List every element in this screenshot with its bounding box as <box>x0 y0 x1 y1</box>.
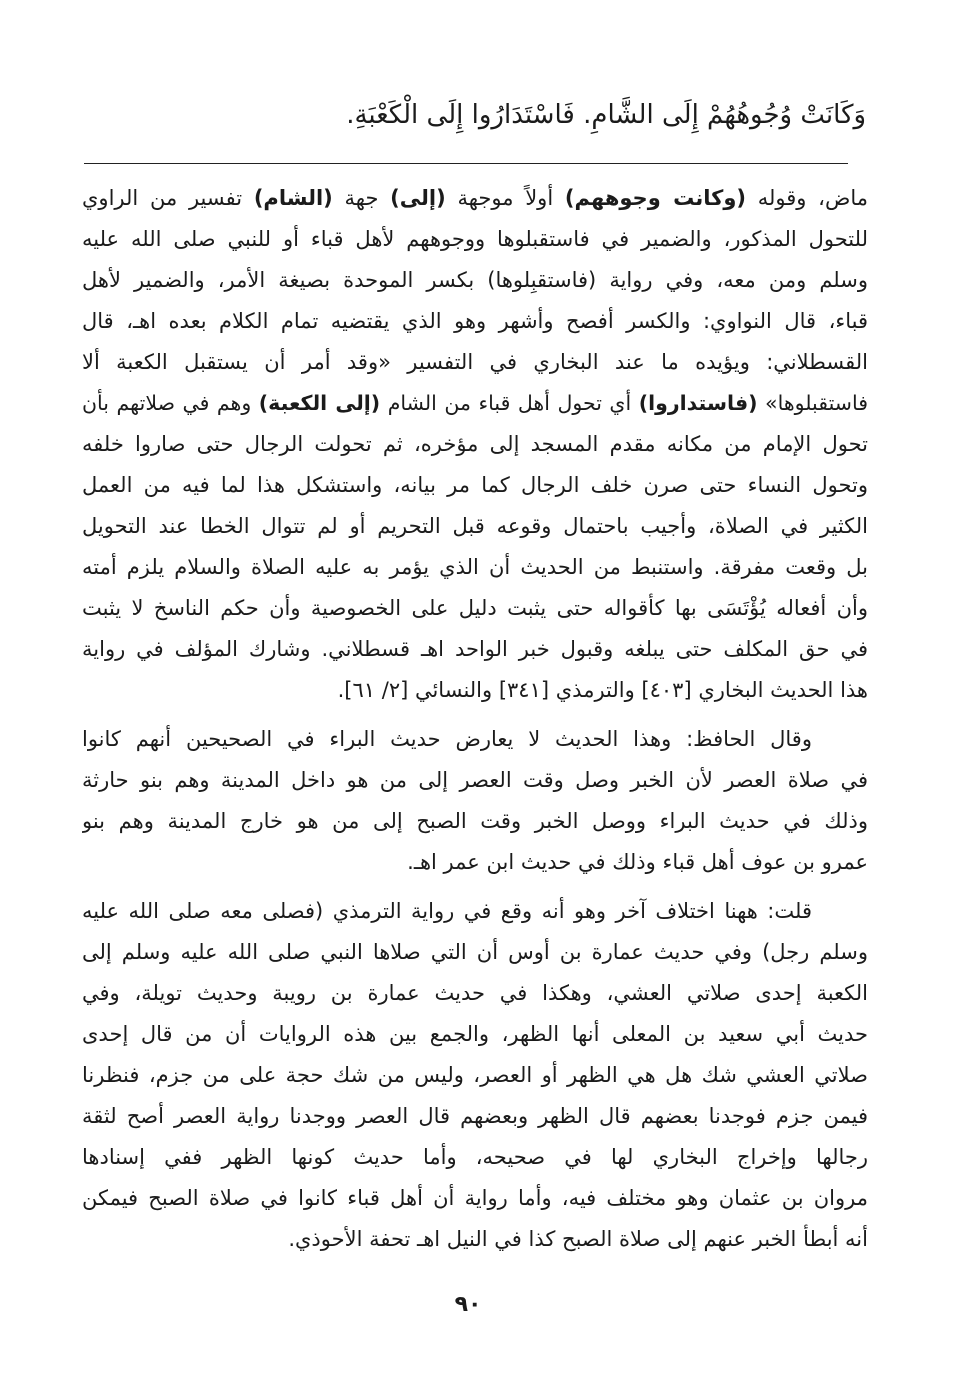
text-segment: جهة <box>332 186 391 210</box>
bold-phrase: (فاستداروا) <box>638 391 758 415</box>
text-segment: فاستقبلوها» <box>757 391 868 415</box>
paragraph <box>82 891 868 1260</box>
text-segment: تحول الإمام من مكانه مقدم المسجد إلى مؤخره، ثم تحولت الرجال حتى صاروا خلفه <box>82 432 868 456</box>
text-line <box>82 301 868 342</box>
text-segment: وسلم رجل) وفي حديث عمارة بن أوس أن التي صلاها النبي صلى الله عليه وسلم إلى <box>82 940 868 964</box>
text-line <box>82 932 868 973</box>
text-segment: في حق المكلف حتى يبلغه وقبول خبر الواحد اهـ قسطلاني. وشارك المؤلف في رواية <box>82 637 868 661</box>
text-line <box>82 891 868 932</box>
text-segment: للتحول المذكور، والضمير في فاستقبلوها ووجوههم لأهل قباء أو للنبي صلى الله عليه <box>82 227 868 251</box>
text-line <box>82 219 868 260</box>
text-segment: ماض، وقوله <box>746 186 868 210</box>
text-segment: في صلاة العصر لأن الخبر وصل وقت العصر إلى من هو داخل المدينة وهم بنو حارثة <box>82 768 868 792</box>
text-segment: وذلك في حديث البراء ووصل الخبر وقت الصبح إلى من هو خارج المدينة وهم بنو <box>82 809 868 833</box>
text-line <box>82 383 868 424</box>
paragraph <box>82 178 868 711</box>
text-line <box>82 1055 868 1096</box>
hadith-text-line: وَكَانَتْ وُجُوهُهُمْ إِلَى الشَّامِ. فَاسْتَدَارُوا إِلَى الْكَعْبَةِ. <box>346 100 866 130</box>
text-line <box>82 801 868 842</box>
text-segment: تفسير من الراوي <box>82 186 254 210</box>
text-line <box>82 506 868 547</box>
text-segment: القسطلاني: ويؤيده ما عند البخاري في التفسير «وقد أمر أن يستقبل الكعبة ألا <box>82 350 868 374</box>
text-line <box>82 760 868 801</box>
text-segment: حديث أبي سعيد بن المعلى أنها الظهر، والجمع بين هذه الروايات أن من قال إحدى <box>82 1022 868 1046</box>
bold-phrase: (إلى) <box>390 186 446 210</box>
text-line <box>82 465 868 506</box>
text-segment: وهم في صلاتهم بأن <box>82 391 259 415</box>
text-segment: وسلم ومن معه، وفي رواية (فاستقبِلوها) بكسر الموحدة بصيغة الأمر، والضمير لأهل <box>82 268 868 292</box>
text-segment: صلاتي العشي شك هل هي الظهر أو العصر، وليس من شك حجة على من جزم، فنظرنا <box>82 1063 868 1087</box>
text-segment: مروان بن عثمان وهو مختلف فيه، وأما رواية أن أهل قباء كانوا في صلاة الصبح فيمكن <box>82 1186 868 1210</box>
text-segment: وقال الحافظ: وهذا الحديث لا يعارض حديث البراء في الصحيحين أنهم كانوا <box>82 727 812 751</box>
bold-phrase: (إلى الكعبة) <box>258 391 381 415</box>
bold-phrase: (الشام) <box>253 186 333 210</box>
text-line <box>82 424 868 465</box>
text-segment: الكعبة إحدى صلاتي العشي، وهكذا في حديث عمارة بن رويبة وحديث تويلة، وفي <box>82 981 868 1005</box>
text-line <box>82 973 868 1014</box>
text-segment: وأن أفعاله يُؤْتَسَى بها كأقواله حتى يثبت دليل على الخصوصية وأن حكم الناسخ لا يثبت <box>82 596 868 620</box>
page-number: ٩٠ <box>454 1292 482 1317</box>
text-line <box>82 1219 868 1260</box>
text-line <box>82 670 868 711</box>
text-segment: هذا الحديث البخاري [٤٠٣] والترمذي [٣٤١] والنسائي [٢/ ٦١]. <box>337 678 868 702</box>
text-line <box>82 547 868 588</box>
text-segment: رجالها وإخراج البخاري لها في صحيحه، وأما حديث كونها الظهر ففي إسنادها <box>82 1145 868 1169</box>
text-segment: قلت: ههنا اختلاف آخر وهو أنه وقع في رواية الترمذي (فصلى معه صلى الله عليه <box>82 899 812 923</box>
text-line <box>82 629 868 670</box>
bold-phrase: (وكانت وجوههم) <box>564 186 746 210</box>
text-line <box>82 1178 868 1219</box>
text-segment: الكثير في الصلاة، وأجيب باحتمال وقوعه قبل التحريم أو لم تتوال الخطا عند التحويل <box>82 514 868 538</box>
text-segment: فيمن جزم فوجدنا بعضهم قال الظهر وبعضهم قال العصر ووجدنا رواية العصر أصح لثقة <box>82 1104 868 1128</box>
text-segment: أنه أبطأ الخبر عنهم إلى صلاة الصبح كذا في النيل اهـ تحفة الأحوذي. <box>288 1227 868 1251</box>
text-segment: وتحول النساء حتى صرن خلف الرجال كما مر بيانه، واستشكل هذا لما فيه من العمل <box>82 473 868 497</box>
paragraph <box>82 719 868 883</box>
text-line <box>82 719 868 760</box>
text-segment: قباء، قال النواوي: والكسر أفصح وأشهر وهو الذي يقتضيه تمام الكلام بعده اهـ، قال <box>82 309 868 333</box>
text-segment: أي تحول أهل قباء من الشام <box>380 391 639 415</box>
text-line <box>82 842 868 883</box>
commentary <box>82 178 868 1260</box>
text-segment: بل وقعت مفرقة. واستنبط من الحديث أن الذي يؤمر به عليه الصلاة والسلام يلزم أمته <box>82 555 868 579</box>
text-segment: أولاً موجهة <box>445 186 565 210</box>
divider-rule <box>84 163 848 164</box>
text-line <box>82 1014 868 1055</box>
text-line <box>82 1137 868 1178</box>
text-line <box>82 178 868 219</box>
text-line <box>82 260 868 301</box>
text-line <box>82 588 868 629</box>
text-line <box>82 1096 868 1137</box>
text-line <box>82 342 868 383</box>
text-segment: عمرو بن عوف أهل قباء وذلك في حديث ابن عمر اهـ. <box>407 850 868 874</box>
